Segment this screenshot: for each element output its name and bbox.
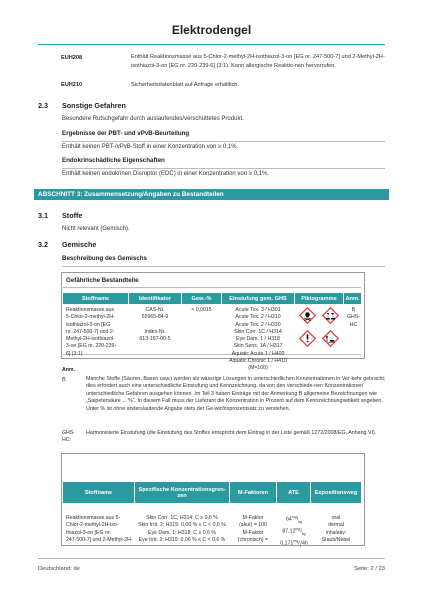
m-factors: M-Faktor (akut) = 100 M-Faktor (chronisch) = (237, 515, 269, 543)
mixture-description-line (62, 266, 385, 267)
col-header-substance-2: Stoffname (63, 482, 134, 503)
component-name: Reaktionsmasse aus 5-Chlor-2-methyl-2H- isothiazol-3-on [EG nr. 247-500-7] und 2- Methyl-2H-isothiazol- 3-on [EG nr. 220-239- 6] (3:1) (66, 307, 117, 357)
environment-icon (323, 331, 339, 347)
exposure-routes: oral dermal inhalativ: Staub/Nebel (321, 515, 351, 543)
specific-concentration-limits: Skin Corr. 1C; H314: C ≥ 0,6 % Skin Irrit. 2; H315: 0,06 % ≤ C < 0,6 % Eye Dam. 1; H318: C ≥ 0,6 % Eye Irrit. 2; H319: 0,06 % ≤ C < 0,6 % (138, 515, 226, 543)
col-header-exposure-route: Expositionsweg (311, 482, 361, 503)
pbt-heading: Ergebnisse der PBT- und vPvB-Beurteilung (62, 130, 190, 137)
ghs-pictograms (298, 306, 342, 352)
section-3-1-number: 3.1 (38, 211, 48, 220)
edc-text: Enthält keinen endokrinen Disruptor (EDC) in einer Konzentration von ≥ 0,1%. (62, 171, 270, 177)
section-2-3-number: 2.3 (38, 101, 48, 110)
col-header-notes: Anm. (344, 293, 361, 304)
pbt-text: Enthält keinen PBT-/vPvB-Stoff in einer Konzentration von ≥ 0,1%. (62, 144, 239, 150)
edc-heading: Endokrinschädliche Eigenschaften (62, 157, 165, 164)
col-header-specific-limits: Spezifische Konzentrationsgren-zen (135, 482, 229, 503)
title-divider (38, 44, 385, 45)
footer-country: Deutschland: de (38, 566, 80, 572)
col-header-ate: ATE (277, 482, 310, 503)
section-2-3-text: Besondere Rutschgefahr durch auslaufendes/verschüttetes Produkt. (62, 116, 244, 122)
col-header-pictograms: Piktogramme (295, 293, 343, 304)
footer-divider (38, 558, 385, 559)
col-header-substance: Stoffname (63, 293, 128, 304)
note-b-text: Manche Stoffe (Säuren, Basen usw.) werden als wässrige Lösungen in unterschiedlichen Konzentrationen in Ver-kehr gebracht; dies erfordert auch eine unterschiedliche Einstufung und Kennzeichnung, da von den verschiede-nen Konzentrationen unterschiedliche Gefahren ausgehen können. Im Teil 3 haben Einträge mit der Anmerkung B allgemeine Bezeichnungen wie „Salpetersäure ... %“. In diesem Fall muss der Lieferant die Konzentration in Prozent auf dem Kennzeichnungsetikett angeben. Unter % ist ohne anderslautende Angabe stets der Ge-wichtsprozentsatz zu verstehen. (86, 376, 386, 412)
notes-label: Anm. (62, 367, 75, 373)
exclamation-mark-icon (300, 331, 316, 347)
section-3-2-title: Gemische (62, 240, 97, 249)
ate-values: $64^{mg}/_{kg}$ $87,12^{mg}/_{kg}$ $0,171^{mg}/_l/4h$ (280, 515, 308, 548)
col-header-m-factors: M-Faktoren (230, 482, 276, 503)
footer-page-number: Seite: 2 / 23 (354, 566, 385, 572)
document-title: Elektrodengel (171, 23, 252, 37)
note-ghs-hc-code: GHS-HC: (62, 430, 75, 444)
note-b-code: B: (62, 377, 67, 383)
pbt-heading-line (62, 141, 385, 142)
component-ghs-classification: Acute Tox. 3 / H301 Acute Tox. 2 / H310 Acute Tox. 2 / H330 Skin Corr. 1C / H314 Eye Dam. 1 / H318 Skin Sens. 1A / H317 Aquatic Acute 1 / H400 Aquatic Chronic 1 / H410 (M=100) (229, 307, 287, 372)
euh208-code: EUH208 (61, 55, 83, 61)
component-weight: < 0,0015 (191, 307, 212, 313)
component-identifier: CAS-Nr. 55965-84-9 Index-Nr. 613-167-00-5 (139, 307, 171, 342)
euh210-text: Sicherheitsdatenblatt auf Anfrage erhältlich. (131, 82, 239, 88)
section-3-header: ABSCHNITT 3: Zusammensetzung/Angaben zu Bestandteilen (34, 189, 389, 200)
mixture-description-heading: Beschreibung des Gemischs (62, 255, 147, 262)
edc-heading-line (62, 168, 385, 169)
hazardous-components-caption: Gefährliche Bestandteile (66, 277, 139, 284)
corrosion-icon (323, 308, 339, 324)
section-3-1-text: Nicht relevant (Gemisch). (62, 226, 130, 232)
skull-crossbones-icon (300, 308, 316, 324)
component-notes: B GHS-HC (347, 307, 360, 328)
euh210-code: EUH210 (61, 82, 83, 88)
note-ghs-hc-text: Harmonisierte Einstufung (die Einstufung des Stoffes entspricht dem Eintrag in der Liste gemäß 1272/2008/EG, Anhang VI). (86, 430, 377, 436)
section-3-2-number: 3.2 (38, 240, 48, 249)
col-header-identifier: Identifikator (129, 293, 181, 304)
euh208-text: Enthält Reaktionsmasse aus 5-Chlor-2-methyl-2H-isothiazol-3-on [EG nr. 247-500-7] und 2-Methyl-2H-isothiazol-3-on [EG nr. 220-239-6] (3:1). Kann allergische Reaktio-nen hervorrufen. (131, 54, 385, 69)
section-3-1-title: Stoffe (62, 211, 83, 220)
col-header-ghs: Einstufung gem. GHS (222, 293, 294, 304)
section-2-3-title: Sonstige Gefahren (62, 101, 126, 110)
col-header-weight: Gew.-% (182, 293, 221, 304)
caption-divider (63, 287, 361, 288)
limits-substance-name: Reaktionsmasse aus 5- Chlor-2-methyl-2H-iso- thiazol-3-on [EG nr. 247-500-7] und 2-Methyl-2H- (66, 515, 133, 543)
